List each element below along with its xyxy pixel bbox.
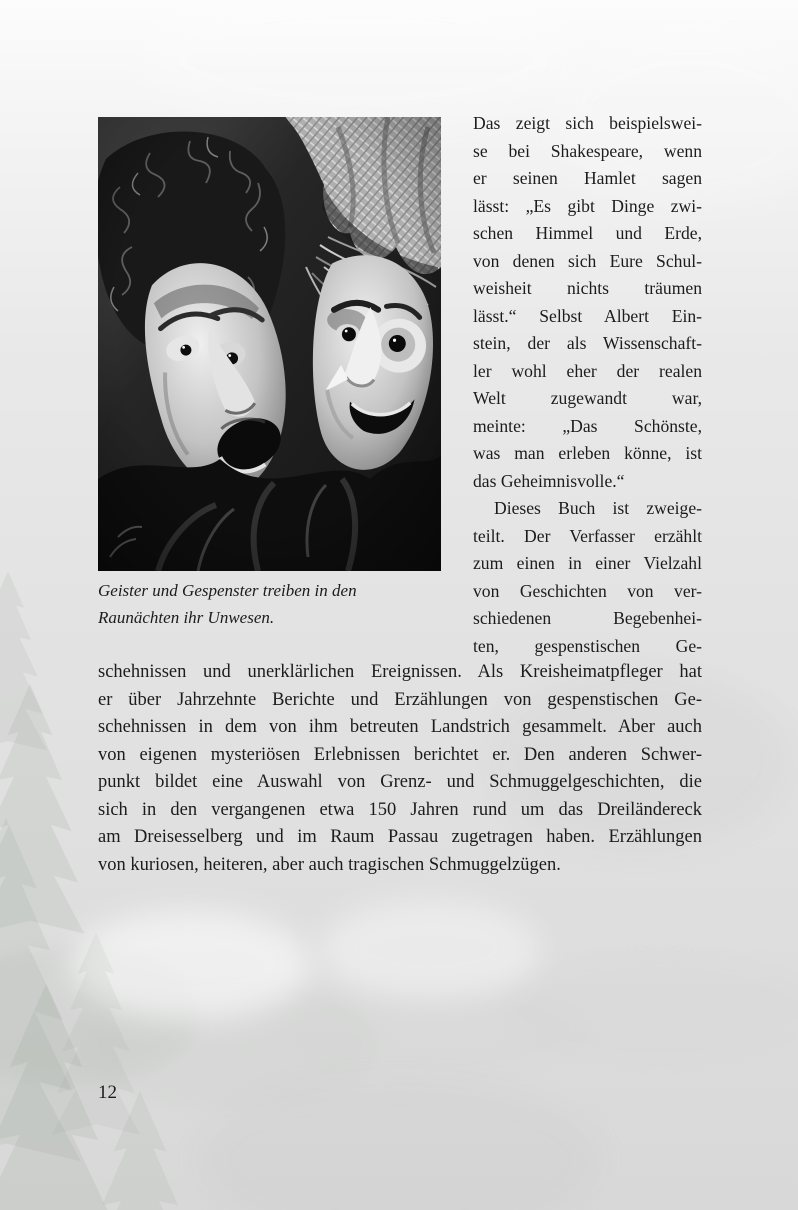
text-line: meinte: „Das Schönste, <box>473 415 702 436</box>
text-line: von denen sich Eure Schul- <box>473 250 702 271</box>
text-line: zum einen in einer Vielzahl <box>473 553 702 573</box>
text-line: se bei Shakespeare, wenn <box>473 140 702 161</box>
text-line: stein, der als Wissenschaft- <box>473 333 702 353</box>
text-line: Geister und Gespenster treiben in den <box>98 581 357 600</box>
text-line: was man erleben könne, ist <box>473 443 702 463</box>
text-line: teilt. Der Verfasser erzählt <box>473 525 702 546</box>
text-line: schehnissen in dem von ihm betreuten Landstrich gesammelt. Aber auch <box>98 717 702 737</box>
text-line: sich in den vergangenen etwa 150 Jahren rund um das Dreiländereck <box>98 799 702 820</box>
text-line: er seinen Hamlet sagen <box>473 168 702 188</box>
text-line: Raunächten ihr Unwesen. <box>98 608 275 627</box>
text-line: ler wohl eher der realen <box>473 360 702 381</box>
text-line: weisheit nichts träumen <box>473 278 702 298</box>
body-text-full-width <box>98 659 702 879</box>
text-line: punkt bildet eine Auswahl von Grenz- und Schmuggelgeschichten, die <box>98 772 702 792</box>
text-line: er über Jahrzehnte Berichte und Erzählungen von gespenstischen Ge- <box>98 689 702 710</box>
text-line: von kuriosen, heiteren, aber auch tragischen Schmuggelzügen. <box>98 854 561 875</box>
text-line: lässt.“ Selbst Albert Ein- <box>473 305 702 326</box>
text-line: Das zeigt sich beispielswei- <box>473 113 702 133</box>
body-text-column <box>473 110 702 660</box>
page-number: 12 <box>98 1082 117 1103</box>
photo-caption <box>98 577 443 631</box>
text-line: schen Himmel und Erde, <box>473 223 702 243</box>
text-line: das Geheimnisvolle.“ <box>473 470 625 491</box>
text-line: ten, gespenstischen Ge- <box>473 635 702 656</box>
text-line: von Geschichten von ver- <box>473 580 702 601</box>
text-line: von eigenen mysteriösen Erlebnissen berichtet er. Den anderen Schwer- <box>98 744 702 765</box>
text-line: Welt zugewandt war, <box>473 388 702 408</box>
text-line: schehnissen und unerklärlichen Ereignissen. Als Kreisheimatpfleger hat <box>98 662 702 682</box>
text-line: schiedenen Begebenhei- <box>473 608 702 628</box>
text-line: Dieses Buch ist zweige- <box>494 498 702 518</box>
masks-photo <box>98 117 441 571</box>
text-line: lässt: „Es gibt Dinge zwi- <box>473 195 702 216</box>
text-line: am Dreisesselberg und im Raum Passau zugetragen haben. Erzählungen <box>98 827 702 847</box>
